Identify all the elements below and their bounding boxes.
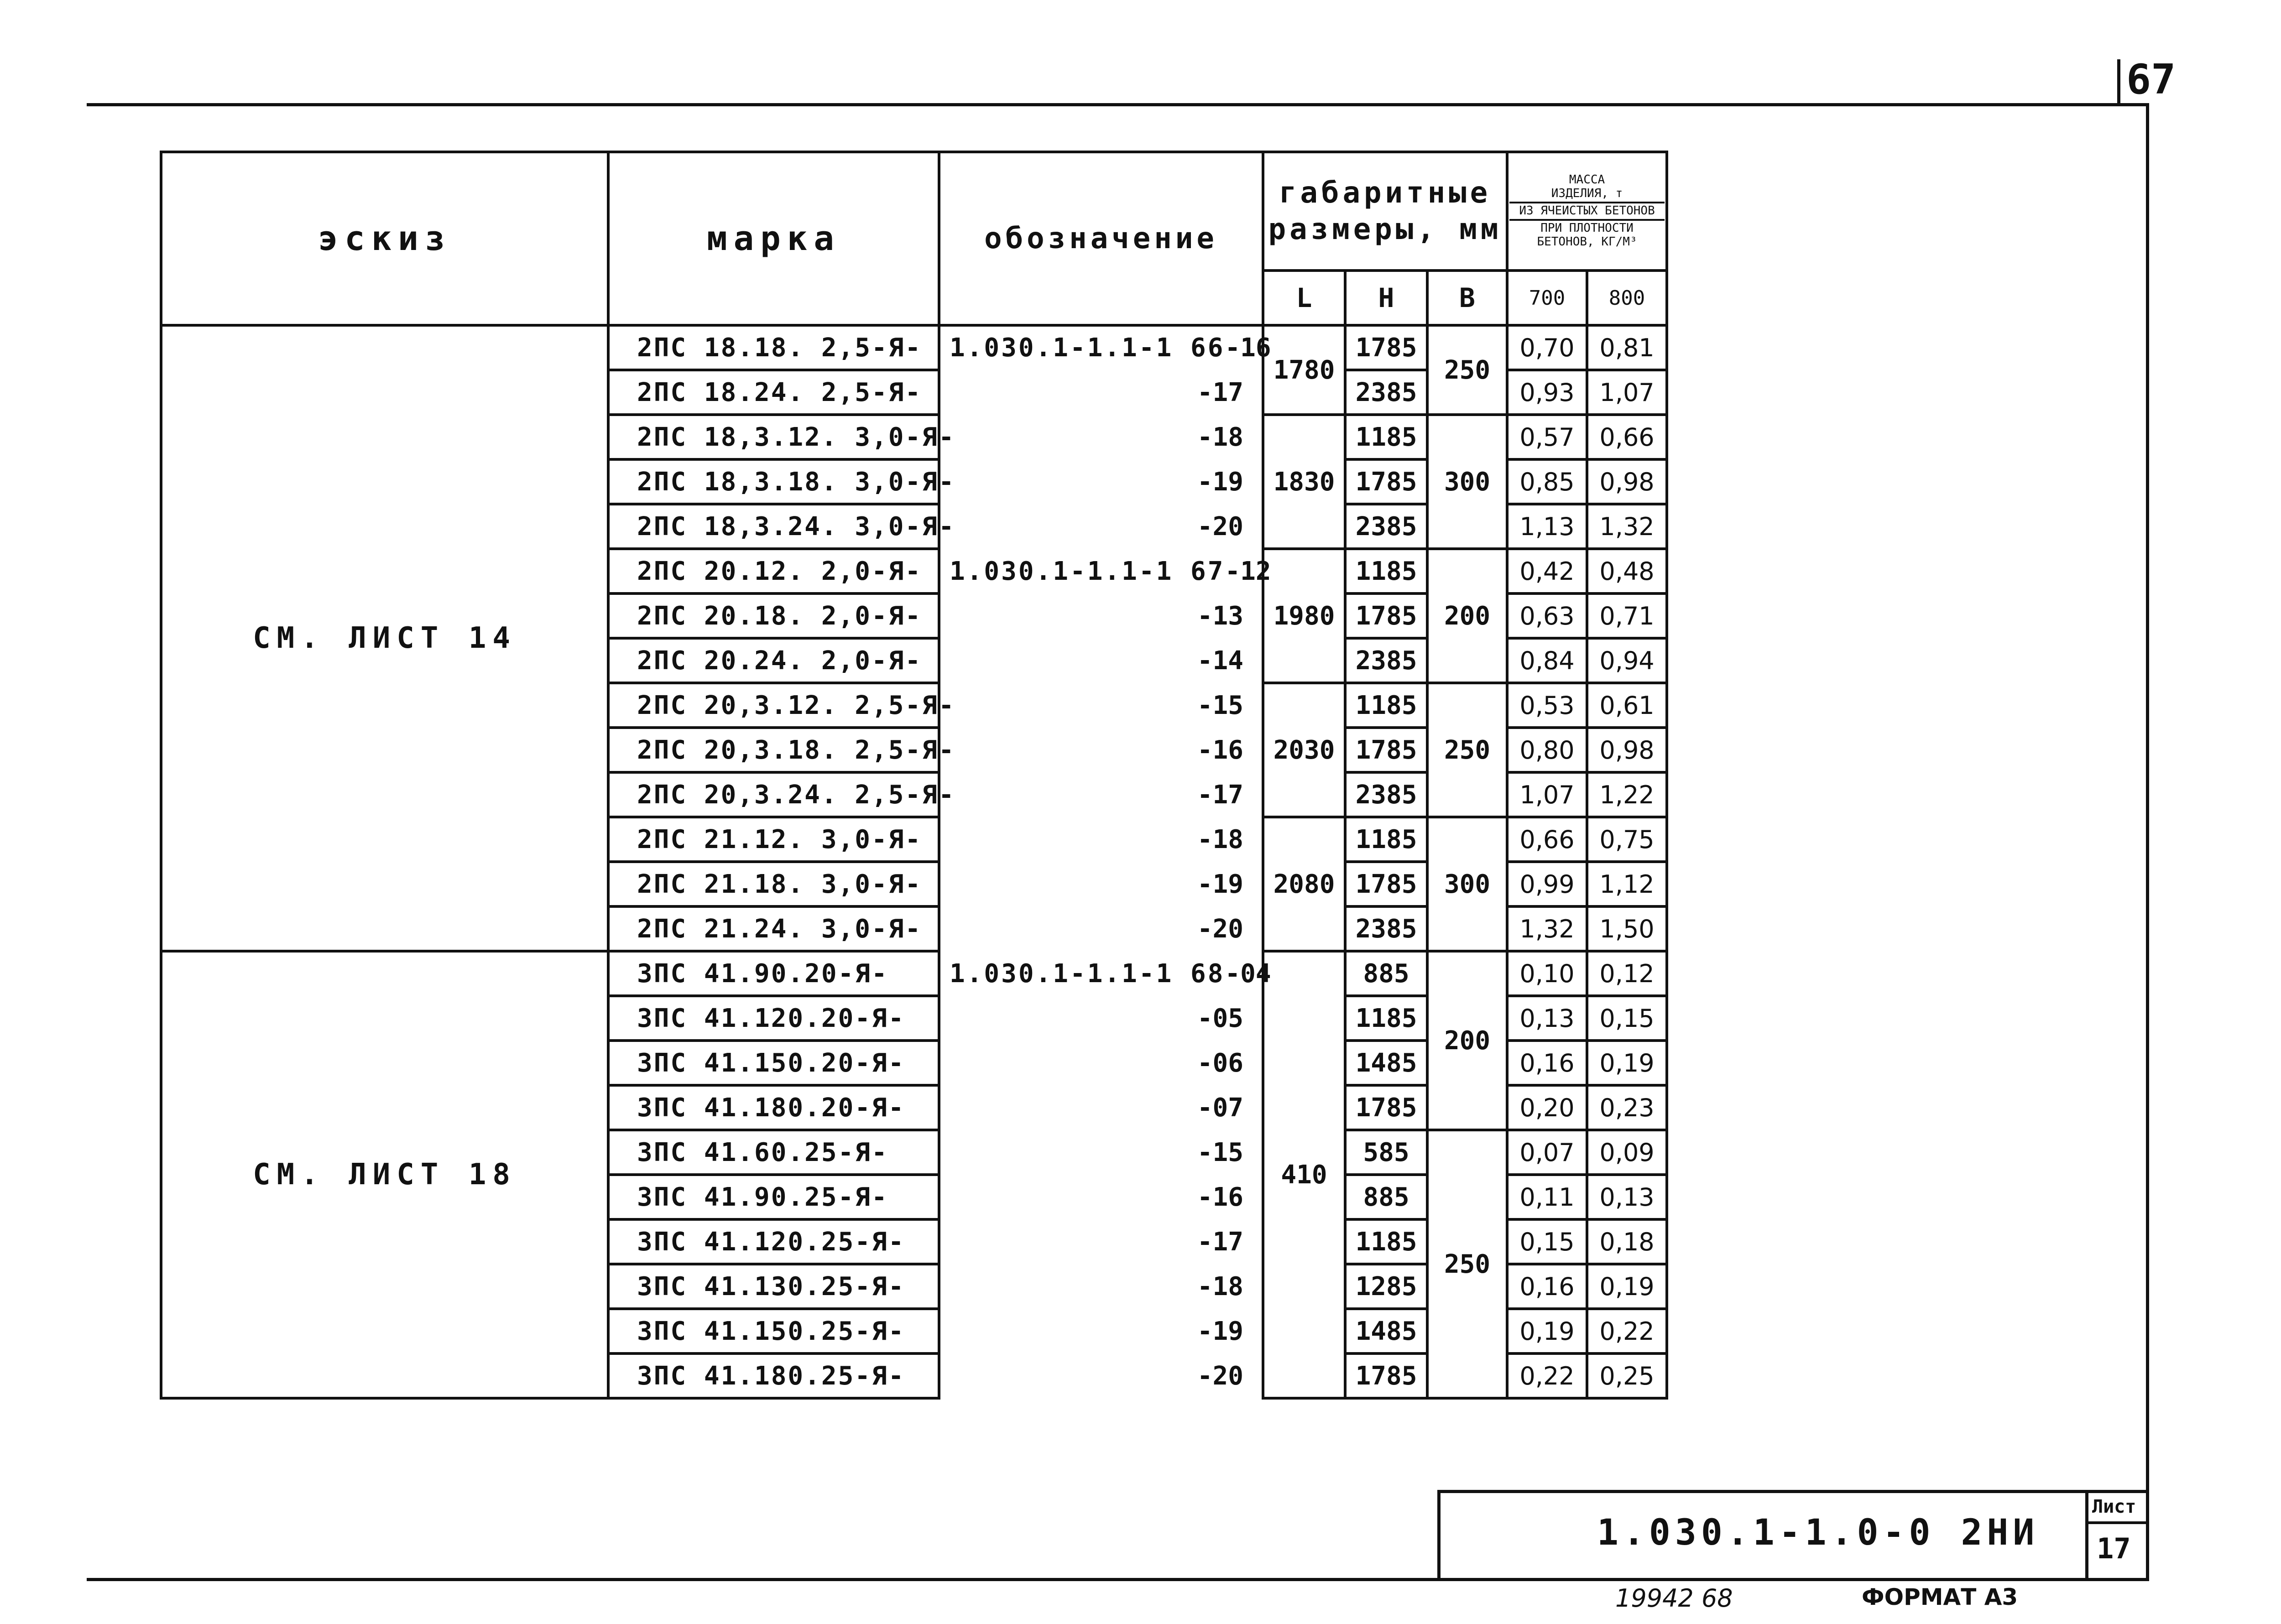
dimension-h-cell: 2385: [1345, 638, 1427, 683]
mass-800-cell: 1,12: [1587, 862, 1667, 906]
mark-cell: 3ПС 41.130.25-Я-: [608, 1264, 939, 1309]
designation-cell: [939, 1353, 1263, 1398]
designation-suffix: -07: [1197, 1093, 1243, 1123]
mass-800-cell: 0,15: [1587, 996, 1667, 1041]
designation-suffix: -16: [1197, 1182, 1243, 1212]
dimension-h-cell: 1785: [1345, 862, 1427, 906]
mark-cell: 2ПС 18,3.24. 3,0-Я-: [608, 504, 939, 549]
designation-suffix: -17: [1197, 780, 1243, 810]
dimension-h-cell: 585: [1345, 1130, 1427, 1175]
designation-cell: [939, 593, 1263, 638]
mass-800-cell: 0,75: [1587, 817, 1667, 862]
mass-800-cell: 1,22: [1587, 772, 1667, 817]
mass-800-cell: 0,98: [1587, 459, 1667, 504]
mass-700-cell: 0,15: [1507, 1219, 1587, 1264]
dimension-l-cell: 2080: [1263, 817, 1345, 951]
dimension-h-cell: 1185: [1345, 549, 1427, 593]
dimension-h-cell: 885: [1345, 1175, 1427, 1219]
designation-suffix: -13: [1197, 601, 1243, 631]
designation-cell: [939, 1085, 1263, 1130]
dimension-h-cell: 1485: [1345, 1309, 1427, 1353]
mass-800-cell: 0,18: [1587, 1219, 1667, 1264]
designation-cell: [939, 951, 1271, 996]
mass-density-label: ПРИ ПЛОТНОСТИ БЕТОНОВ, КГ/М³: [1537, 221, 1637, 249]
mass-material: ИЗ ЯЧЕИСТЫХ БЕТОНОВ: [1519, 204, 1655, 218]
inventory-number: 19942 68: [1615, 1584, 1733, 1613]
mark-cell: 2ПС 21.18. 3,0-Я-: [608, 862, 939, 906]
designation-code: 1.030.1-1.1-1 68: [950, 958, 1225, 989]
sketch-reference: СМ. ЛИСТ 14: [161, 325, 608, 951]
mass-700-cell: 0,16: [1507, 1041, 1587, 1085]
designation-suffix: -04: [1225, 958, 1271, 989]
top-border-line: [87, 103, 2149, 106]
mass-800-cell: 0,12: [1587, 951, 1667, 996]
mark-cell: 2ПС 21.24. 3,0-Я-: [608, 906, 939, 951]
mass-700-cell: 0,66: [1507, 817, 1587, 862]
mark-cell: 3ПС 41.150.25-Я-: [608, 1309, 939, 1353]
dimension-l-cell: 1980: [1263, 549, 1345, 683]
mass-800-cell: 0,19: [1587, 1264, 1667, 1309]
dimension-h-cell: 1785: [1345, 325, 1427, 370]
designation-code: 1.030.1-1.1-1 67: [950, 556, 1225, 586]
right-border-line: [2146, 103, 2149, 1581]
dimension-l-cell: 1780: [1263, 325, 1345, 415]
dimension-l-cell: 1830: [1263, 415, 1345, 549]
mark-cell: 2ПС 18,3.18. 3,0-Я-: [608, 459, 939, 504]
dimension-b-cell: 300: [1427, 817, 1507, 951]
designation-suffix: -17: [1197, 1227, 1243, 1257]
designation-suffix: -05: [1197, 1003, 1243, 1033]
designation-cell: [939, 459, 1263, 504]
designation-cell: [939, 817, 1263, 862]
designation-cell: [939, 772, 1263, 817]
title-block-top-line: [1437, 1490, 2149, 1493]
mark-cell: 3ПС 41.90.20-Я-: [608, 951, 939, 996]
page-number: 67: [2126, 56, 2176, 104]
dimension-b-cell: 200: [1427, 951, 1507, 1130]
designation-code: 1.030.1-1.1-1 66: [950, 333, 1225, 363]
dimension-b-cell: 250: [1427, 325, 1507, 415]
designation-suffix: -19: [1197, 467, 1243, 497]
title-block-left-line: [1437, 1490, 1441, 1581]
header-mass: [1507, 152, 1667, 271]
dimension-h-cell: 1285: [1345, 1264, 1427, 1309]
dimension-h-cell: 1185: [1345, 1219, 1427, 1264]
dimension-h-cell: 1185: [1345, 415, 1427, 459]
dimension-h-cell: 1485: [1345, 1041, 1427, 1085]
designation-suffix: -20: [1197, 1361, 1243, 1391]
mass-800-cell: 0,22: [1587, 1309, 1667, 1353]
sketch-reference: СМ. ЛИСТ 18: [161, 951, 608, 1398]
mark-cell: 3ПС 41.120.20-Я-: [608, 996, 939, 1041]
mark-cell: 2ПС 20,3.12. 2,5-Я-: [608, 683, 939, 728]
table-row: [161, 951, 1667, 996]
mark-cell: 3ПС 41.90.25-Я-: [608, 1175, 939, 1219]
table-body: [161, 325, 1667, 1398]
mark-cell: 3ПС 41.180.25-Я-: [608, 1353, 939, 1398]
format-label: ФОРМАТ А3: [1862, 1584, 2018, 1610]
dimension-b-cell: 250: [1427, 1130, 1507, 1398]
mass-800-cell: 0,09: [1587, 1130, 1667, 1175]
designation-suffix: -20: [1197, 511, 1243, 541]
dimension-h-cell: 1785: [1345, 1085, 1427, 1130]
designation-cell: [939, 996, 1263, 1041]
mass-700-cell: 0,99: [1507, 862, 1587, 906]
designation-cell: [939, 1041, 1263, 1085]
dimension-b-cell: 300: [1427, 415, 1507, 549]
mass-800-cell: 0,23: [1587, 1085, 1667, 1130]
designation-cell: [939, 549, 1271, 593]
designation-suffix: -18: [1197, 1271, 1243, 1301]
mark-cell: 2ПС 21.12. 3,0-Я-: [608, 817, 939, 862]
mass-800-cell: 0,48: [1587, 549, 1667, 593]
dimension-h-cell: 2385: [1345, 504, 1427, 549]
designation-cell: [939, 862, 1263, 906]
header-dimensions: габаритные размеры, мм: [1263, 152, 1507, 271]
mass-800-cell: 0,71: [1587, 593, 1667, 638]
mark-cell: 3ПС 41.150.20-Я-: [608, 1041, 939, 1085]
mark-cell: 2ПС 20.12. 2,0-Я-: [608, 549, 939, 593]
mass-800-cell: 1,32: [1587, 504, 1667, 549]
mass-800-cell: 0,19: [1587, 1041, 1667, 1085]
mass-separator: [1509, 202, 1665, 203]
sheet-cell-left-line: [2085, 1490, 2088, 1581]
dimension-h-cell: 1785: [1345, 593, 1427, 638]
mass-700-cell: 0,70: [1507, 325, 1587, 370]
designation-suffix: -16: [1197, 735, 1243, 765]
mass-separator: [1509, 219, 1665, 221]
designation-suffix: -18: [1197, 422, 1243, 452]
mass-800-cell: 0,98: [1587, 728, 1667, 772]
designation-suffix: -19: [1197, 869, 1243, 899]
header-dim-l: L: [1263, 271, 1345, 325]
mass-800-cell: 0,61: [1587, 683, 1667, 728]
designation-cell: [939, 906, 1263, 951]
mass-800-cell: 0,25: [1587, 1353, 1667, 1398]
mass-700-cell: 0,11: [1507, 1175, 1587, 1219]
mass-700-cell: 1,13: [1507, 504, 1587, 549]
document-code: 1.030.1-1.0-0 2НИ: [1597, 1512, 2039, 1553]
mass-700-cell: 0,93: [1507, 370, 1587, 415]
mark-cell: 2ПС 20,3.24. 2,5-Я-: [608, 772, 939, 817]
bottom-border-line: [87, 1578, 2149, 1581]
header-dim-h: Н: [1345, 271, 1427, 325]
mass-unit: ИЗДЕЛИЯ, т: [1551, 187, 1623, 201]
mark-cell: 3ПС 41.180.20-Я-: [608, 1085, 939, 1130]
sheet-cell-divider: [2085, 1521, 2149, 1524]
product-table: [160, 151, 1668, 1400]
mass-700-cell: 0,10: [1507, 951, 1587, 996]
designation-cell: [939, 638, 1263, 683]
dimension-h-cell: 1785: [1345, 459, 1427, 504]
dimension-h-cell: 2385: [1345, 906, 1427, 951]
mark-cell: 2ПС 20.24. 2,0-Я-: [608, 638, 939, 683]
designation-cell: [939, 370, 1263, 415]
designation-cell: [939, 1130, 1263, 1175]
mass-800-cell: 0,66: [1587, 415, 1667, 459]
table-row: [161, 325, 1667, 370]
mass-800-cell: 0,94: [1587, 638, 1667, 683]
dimension-h-cell: 885: [1345, 951, 1427, 996]
mark-cell: 3ПС 41.60.25-Я-: [608, 1130, 939, 1175]
mass-700-cell: 0,07: [1507, 1130, 1587, 1175]
mark-cell: 2ПС 18,3.12. 3,0-Я-: [608, 415, 939, 459]
designation-cell: [939, 683, 1263, 728]
dimension-h-cell: 1185: [1345, 817, 1427, 862]
designation-cell: [939, 325, 1271, 370]
designation-suffix: -16: [1225, 333, 1271, 363]
mass-700-cell: 0,13: [1507, 996, 1587, 1041]
sheet-number: 17: [2097, 1532, 2131, 1565]
dimension-l-cell: 2030: [1263, 683, 1345, 817]
mark-cell: 2ПС 18.24. 2,5-Я-: [608, 370, 939, 415]
mass-title: МАССА: [1569, 173, 1605, 187]
dimension-b-cell: 200: [1427, 549, 1507, 683]
dimension-h-cell: 1785: [1345, 728, 1427, 772]
designation-suffix: -19: [1197, 1316, 1243, 1346]
designation-cell: [939, 415, 1263, 459]
mass-800-cell: 1,50: [1587, 906, 1667, 951]
designation-cell: [939, 1175, 1263, 1219]
mark-cell: 3ПС 41.120.25-Я-: [608, 1219, 939, 1264]
designation-cell: [939, 1264, 1263, 1309]
mass-700-cell: 0,42: [1507, 549, 1587, 593]
mass-700-cell: 1,32: [1507, 906, 1587, 951]
header-designation: обозначение: [939, 152, 1263, 325]
mass-800-cell: 1,07: [1587, 370, 1667, 415]
sheet-label: Лист: [2092, 1496, 2136, 1517]
mass-700-cell: 0,16: [1507, 1264, 1587, 1309]
header-density-800: 800: [1587, 271, 1667, 325]
mass-700-cell: 0,80: [1507, 728, 1587, 772]
designation-suffix: -06: [1197, 1048, 1243, 1078]
mass-800-cell: 0,81: [1587, 325, 1667, 370]
mark-cell: 2ПС 20.18. 2,0-Я-: [608, 593, 939, 638]
dimension-h-cell: 2385: [1345, 370, 1427, 415]
mass-700-cell: 0,85: [1507, 459, 1587, 504]
designation-cell: [939, 1309, 1263, 1353]
mass-700-cell: 0,57: [1507, 415, 1587, 459]
designation-suffix: -20: [1197, 914, 1243, 944]
mark-cell: 2ПС 18.18. 2,5-Я-: [608, 325, 939, 370]
header-sketch: эскиз: [161, 152, 608, 325]
designation-cell: [939, 504, 1263, 549]
mark-cell: 2ПС 20,3.18. 2,5-Я-: [608, 728, 939, 772]
mass-700-cell: 0,20: [1507, 1085, 1587, 1130]
designation-suffix: -12: [1225, 556, 1271, 586]
header-mark: марка: [608, 152, 939, 325]
dimension-b-cell: 250: [1427, 683, 1507, 817]
dimension-h-cell: 1185: [1345, 683, 1427, 728]
mass-800-cell: 0,13: [1587, 1175, 1667, 1219]
mass-700-cell: 0,84: [1507, 638, 1587, 683]
designation-cell: [939, 728, 1263, 772]
dimension-h-cell: 2385: [1345, 772, 1427, 817]
dimension-l-cell: 410: [1263, 951, 1345, 1398]
designation-suffix: -18: [1197, 824, 1243, 854]
header-density-700: 700: [1507, 271, 1587, 325]
dimension-h-cell: 1185: [1345, 996, 1427, 1041]
mass-700-cell: 0,63: [1507, 593, 1587, 638]
mass-700-cell: 1,07: [1507, 772, 1587, 817]
dimension-h-cell: 1785: [1345, 1353, 1427, 1398]
header-dim-b: В: [1427, 271, 1507, 325]
designation-cell: [939, 1219, 1263, 1264]
designation-suffix: -15: [1197, 690, 1243, 720]
mass-700-cell: 0,53: [1507, 683, 1587, 728]
designation-suffix: -17: [1197, 377, 1243, 407]
page-number-tick: [2117, 59, 2120, 103]
designation-suffix: -14: [1197, 645, 1243, 676]
designation-suffix: -15: [1197, 1137, 1243, 1167]
mass-700-cell: 0,19: [1507, 1309, 1587, 1353]
mass-700-cell: 0,22: [1507, 1353, 1587, 1398]
